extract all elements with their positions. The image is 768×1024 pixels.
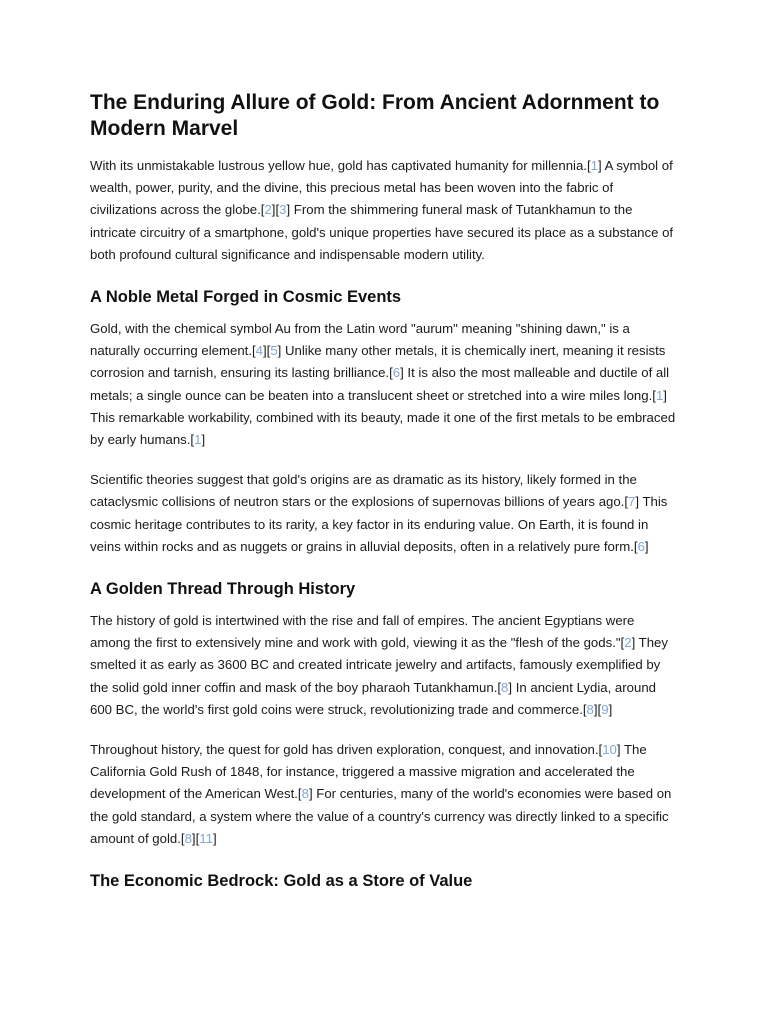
citation-link[interactable]: 9 [601, 701, 609, 717]
citation-link[interactable]: 2 [264, 202, 272, 218]
citation-link[interactable]: 11 [199, 830, 213, 846]
citation-link[interactable]: 3 [279, 202, 287, 218]
citation-link[interactable]: 8 [301, 786, 309, 802]
citation-link[interactable]: 1 [194, 432, 202, 448]
intro-paragraph: With its unmistakable lustrous yellow hue, gold has captivated humanity for millennia.[1] A symbol of wealth, power, purity, and the divine, this precious metal has been woven into the fabric of civilizations across the globe.[2][3] From the shimmering funeral mask of Tutankhamun to the intricate circuitry of a smartphone, gold's unique properties have secured its place as a substance of both profound cultural significance and indispensable modern utility. [90, 158, 674, 262]
section-heading-noble-metal: A Noble Metal Forged in Cosmic Events [90, 288, 402, 307]
citation-link[interactable]: 6 [637, 538, 645, 554]
citation-link[interactable]: 6 [392, 365, 401, 381]
citation-link[interactable]: 4 [255, 343, 263, 359]
citation-link[interactable]: 8 [184, 830, 192, 846]
paragraph-noble-metal-1: Gold, with the chemical symbol Au from the Latin word "aurum" meaning "shining dawn," is a naturally occurring element.[4][5] Unlike many other metals, it is chemically inert, meaning it resists corrosion and tarnish, ensuring its lasting brilliance.[6] It is also the most malleable and ductile of all metals; a single ounce can be beaten into a translucent sheet or stretched into a wire miles long.[1] This remarkable workability, combined with its beauty, made it one of the first metals to be embraced by early humans.[1] [90, 321, 676, 448]
paragraph-history-2: Throughout history, the quest for gold has driven exploration, conquest, and innovation.[10] The California Gold Rush of 1848, for instance, triggered a massive migration and accelerated the development of the American West.[8] For centuries, many of the world's economies were based on the gold standard, a system where the value of a country's currency was directly linked to a specific amount of gold.[8][11] [90, 742, 672, 846]
citation-link[interactable]: 8 [586, 701, 594, 717]
citation-link[interactable]: 1 [590, 158, 598, 173]
paragraph-noble-metal-2: Scientific theories suggest that gold's origins are as dramatic as its history, likely formed in the cataclysmic collisions of neutron stars or the explosions of supernovas billions of years ago.[7] This cosmic heritage contributes to its rarity, a key factor in its enduring value. On Earth, it is found in veins within rocks and as nuggets or grains in alluvial deposits, often in a relatively pure form.[6] [90, 472, 668, 554]
citation-link[interactable]: 2 [624, 635, 632, 651]
document-title: The Enduring Allure of Gold: From Ancient Adornment to Modern Marvel [90, 91, 660, 140]
citation-link[interactable]: 7 [628, 494, 636, 510]
citation-link[interactable]: 1 [655, 387, 664, 403]
paragraph-history-1: The history of gold is intertwined with the rise and fall of empires. The ancient Egyptians were among the first to extensively mine and work with gold, viewing it as the "flesh of the gods."[2] They smelted it as early as 3600 BC and created intricate jewelry and artifacts, famously exemplified by the solid gold inner coffin and mask of the boy pharaoh Tutankhamun.[8] In ancient Lydia, around 600 BC, the world's first gold coins were struck, revolutionizing trade and commerce.[8][9] [90, 613, 668, 717]
section-heading-economic-bedrock: The Economic Bedrock: Gold as a Store of Value [90, 872, 473, 891]
citation-link[interactable]: 10 [602, 742, 617, 758]
citation-link[interactable]: 5 [270, 343, 278, 359]
section-heading-history: A Golden Thread Through History [90, 580, 356, 599]
citation-link[interactable]: 8 [501, 679, 509, 695]
